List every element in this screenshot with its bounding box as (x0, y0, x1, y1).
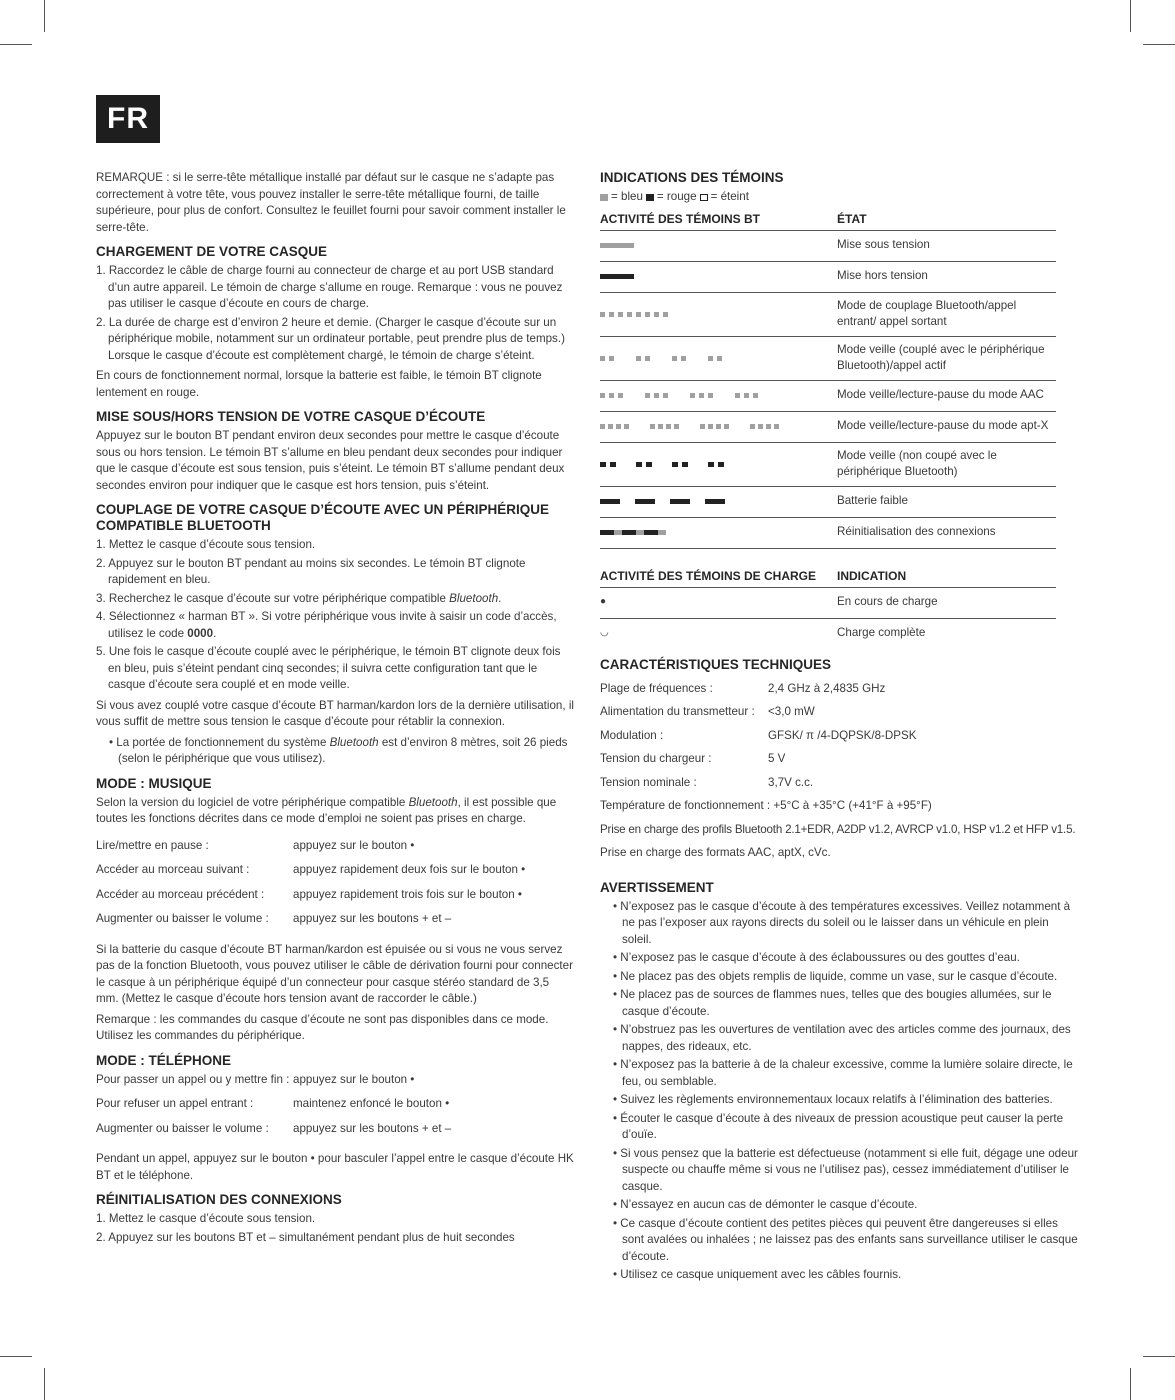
language-badge: FR (96, 95, 160, 143)
red-led-icon (644, 530, 658, 535)
charge-state: Charge complète (837, 626, 926, 640)
text-span: Bluetooth (449, 591, 499, 605)
list-item: • Si vous pensez que la batterie est défectueuse (notamment si elle fuit, dégage une odeur suspecte ou chauffe même si vous ne l’utilisez pas), cessez immédiatement d’utiliser le casque. (600, 1146, 1078, 1196)
red-led-icon (682, 462, 688, 467)
list-item: 2. Appuyez sur le bouton BT pendant au moins six secondes. Le témoin BT clignote rapidement en bleu. (96, 556, 526, 586)
spec-row (600, 728, 1078, 745)
red-led-icon (635, 499, 655, 504)
blue-led-icon (650, 424, 655, 429)
list-item (96, 609, 574, 642)
pattern-low-battery (600, 499, 837, 504)
list-item: • N’exposez pas le casque d’écoute à des températures excessives. Veillez notamment à ne pas l’exposer aux rayons directs du soleil ou le laisser dans un véhicule en plein soleil. (600, 899, 1078, 949)
right-column (600, 170, 1078, 1288)
list-item: 1. Raccordez le câble de charge fourni au connecteur de charge et au port USB standard d’un autre appareil. Le témoin de charge s’allume en rouge. Remarque : vous ne pouvez pas utiliser le casque d’écoute en cours de charge. (96, 264, 563, 310)
text-span: La portée de fonctionnement du système (116, 735, 330, 749)
text-span: , il est possible que toutes les fonctions décrites dans ce mode d’emploi ne soient pas prises en charge. (96, 795, 557, 825)
list-item: 1. Mettez le casque d’écoute sous tension. (96, 1212, 316, 1225)
blue-led-icon (766, 424, 771, 429)
text-span: . (213, 626, 217, 640)
list-item (96, 591, 574, 608)
blue-led-icon (614, 530, 622, 535)
phone-row (96, 1121, 574, 1138)
blue-led-icon (658, 530, 666, 535)
control-label: Lire/mettre en pause : (96, 838, 209, 852)
control-action: appuyez sur les boutons + et – (293, 912, 452, 925)
charge-led-col-indication: INDICATION (837, 567, 1056, 588)
spec-label: Tension nominale : (600, 775, 697, 789)
table-row (600, 517, 1056, 548)
charge-led-col-activity: ACTIVITÉ DES TÉMOINS DE CHARGE (600, 567, 837, 588)
list-item: 2. La durée de charge est d’environ 2 heure et demie. (Charger le casque d’écoute sur un périphérique mobile, notamment sur un ordinateur portable, peut prendre plus de temps.) Lorsque le casque d’écoute est complètement chargé, le témoin de charge s’éteint. (96, 315, 565, 362)
led-pattern (600, 261, 837, 292)
spec-label: Tension du chargeur : (600, 752, 712, 765)
list-item: • N’obstruez pas les ouvertures de ventilation avec des articles comme des journaux, des nappes, des rideaux, etc. (600, 1022, 1078, 1055)
blue-led-icon (774, 424, 779, 429)
bt-led-col-activity: ACTIVITÉ DES TÉMOINS BT (600, 210, 837, 231)
list-item: • Suivez les règlements environnementaux locaux relatifs à l’élimination des batteries. (600, 1092, 1078, 1109)
blue-led-icon (708, 393, 713, 398)
red-led-icon (610, 462, 616, 467)
phone-row (96, 1096, 574, 1113)
blue-led-icon (708, 424, 713, 429)
spec-label: Modulation : (600, 728, 664, 742)
crop-mark (1130, 0, 1131, 32)
list-item: • N’exposez pas le casque d’écoute à des éclaboussures ou des gouttes d’eau. (600, 950, 1078, 967)
led-pattern (600, 230, 837, 261)
spec-row (600, 704, 1078, 721)
blue-led-icon (618, 312, 623, 317)
red-led-icon (672, 462, 678, 467)
blue-led-icon (753, 393, 758, 398)
led-pattern (600, 336, 837, 380)
passcode: 0000 (187, 626, 214, 640)
table-row (600, 261, 1056, 292)
red-led-icon (600, 274, 634, 279)
text-span: Bluetooth (408, 795, 458, 809)
text-span: Bluetooth (329, 735, 379, 749)
control-action: appuyez sur le bouton • (293, 1072, 415, 1086)
crop-mark (44, 1368, 45, 1400)
red-led-icon (636, 462, 642, 467)
led-state: Mode veille (non coupé avec le périphérique Bluetooth) (837, 442, 1056, 486)
blue-led-icon (616, 424, 621, 429)
warning-heading: AVERTISSEMENT (600, 879, 714, 895)
power-heading: MISE SOUS/HORS TENSION DE VOTRE CASQUE D’ÉCOUTE (96, 409, 486, 424)
charge-state: En cours de charge (837, 587, 1056, 618)
reset-heading: RÉINITIALISATION DES CONNEXIONS (96, 1192, 342, 1207)
red-led-icon (705, 499, 725, 504)
spec-value: <3,0 mW (768, 705, 815, 718)
music-row (96, 887, 574, 904)
red-led-icon (600, 462, 606, 467)
table-row (600, 380, 1056, 411)
list-item (96, 735, 574, 768)
blue-led-icon (654, 393, 659, 398)
phone-note: Pendant un appel, appuyez sur le bouton • pour basculer l’appel entre le casque d’écoute HK BT et le téléphone. (96, 1152, 574, 1182)
table-row (600, 442, 1056, 486)
text-span: est d’environ 8 mètres, soit 26 pieds (selon le périphérique que vous utilisez). (118, 735, 568, 765)
off-square-icon (700, 194, 708, 201)
crop-mark (0, 1356, 32, 1357)
led-state: Mode de couplage Bluetooth/appel entrant/ appel sortant (837, 292, 1056, 336)
led-pattern (600, 442, 837, 486)
music-row (96, 838, 574, 855)
led-pattern (600, 486, 837, 517)
music-intro (96, 795, 574, 828)
blue-led-icon (609, 356, 614, 361)
blue-led-icon (744, 393, 749, 398)
pattern-aac (600, 393, 837, 398)
spec-label: Alimentation du transmetteur : (600, 705, 755, 718)
phone-heading: MODE : TÉLÉPHONE (96, 1052, 232, 1068)
legend-red: = rouge (656, 190, 697, 203)
list-item: • Ne placez pas des objets remplis de liquide, comme un vase, sur le casque d’écoute. (600, 969, 1078, 986)
spec-temperature: Température de fonctionnement : +5°C à +35°C (+41°F à +95°F) (600, 799, 932, 812)
led-pattern (600, 411, 837, 442)
pattern-power-off (600, 274, 837, 279)
spec-formats: Prise en charge des formats AAC, aptX, cVc. (600, 846, 831, 859)
blue-led-icon (627, 312, 632, 317)
blue-led-icon (666, 424, 671, 429)
list-item: • Utilisez ce casque uniquement avec les câbles fournis. (600, 1267, 1078, 1284)
blue-led-icon (624, 424, 629, 429)
control-label: Pour passer un appel ou y mettre fin : (96, 1072, 290, 1086)
blue-led-icon (663, 393, 668, 398)
red-led-icon (600, 499, 620, 504)
led-state: Réinitialisation des connexions (837, 517, 1056, 548)
charging-note: En cours de fonctionnement normal, lorsque la batterie est faible, le témoin BT clignote lentement en rouge. (96, 369, 542, 399)
pattern-aptx (600, 424, 837, 429)
blue-led-icon (618, 393, 623, 398)
blue-led-icon (609, 312, 614, 317)
blue-led-icon (716, 424, 721, 429)
pattern-standby-unpaired (600, 462, 837, 467)
blue-led-icon (717, 356, 722, 361)
table-row (600, 587, 1056, 618)
range-bullet (96, 735, 574, 768)
crop-mark (1143, 44, 1175, 45)
bt-led-col-state: ÉTAT (837, 210, 1056, 231)
power-text: Appuyez sur le bouton BT pendant environ deux secondes pour mettre le casque d’écoute sous ou hors tension. Le témoin BT s’allume en bleu pendant deux secondes pour indiquer que le casque d’écoute est sous tension, puis s’éteint. Le témoin BT s’allume pendant deux secondes environ pour indiquer que le casque est hors tension, puis s’éteint. (96, 429, 565, 492)
control-label: Augmenter ou baisser le volume : (96, 1121, 269, 1135)
blue-led-icon (600, 424, 605, 429)
text-span: 3. Recherchez le casque d’écoute sur votre périphérique compatible (96, 591, 450, 605)
control-label: Accéder au morceau précédent : (96, 887, 265, 901)
red-led-icon (622, 530, 636, 535)
pattern-power-on (600, 243, 837, 248)
specs-heading: CARACTÉRISTIQUES TECHNIQUES (600, 656, 832, 672)
control-action: appuyez rapidement deux fois sur le bouton • (293, 863, 526, 876)
blue-led-icon (645, 312, 650, 317)
indicators-heading: INDICATIONS DES TÉMOINS (600, 170, 784, 185)
legend-blue: = bleu (611, 190, 643, 203)
table-row (600, 618, 1056, 649)
table-row (600, 486, 1056, 517)
charged-icon: ◡ (600, 627, 609, 639)
led-legend (600, 189, 1078, 206)
control-action: appuyez sur le bouton • (293, 838, 415, 852)
control-action: maintenez enfoncé le bouton • (293, 1097, 450, 1110)
phone-row (96, 1072, 574, 1089)
left-column (96, 170, 574, 1250)
spec-value: GFSK/ π /4-DQPSK/8-DPSK (768, 728, 917, 742)
table-row (600, 230, 1056, 261)
blue-led-icon (681, 356, 686, 361)
blue-led-icon (600, 243, 634, 248)
pattern-pairing (600, 312, 837, 317)
blue-led-icon (658, 424, 663, 429)
legend-off: = éteint (710, 190, 749, 203)
blue-led-icon (750, 424, 755, 429)
blue-led-icon (636, 312, 641, 317)
pattern-reset (600, 530, 837, 535)
blue-led-icon (758, 424, 763, 429)
blue-led-icon (645, 356, 650, 361)
red-led-icon (600, 530, 614, 535)
spec-label: Plage de fréquences : (600, 681, 713, 695)
control-label: Augmenter ou baisser le volume : (96, 912, 269, 925)
blue-led-icon (609, 393, 614, 398)
table-row (600, 336, 1056, 380)
led-state: Mode veille/lecture-pause du mode apt-X (837, 411, 1056, 442)
red-led-icon (670, 499, 690, 504)
pairing-steps (96, 537, 574, 694)
led-state: Mise sous tension (837, 230, 1056, 261)
music-row (96, 862, 574, 879)
led-pattern (600, 380, 837, 411)
blue-led-icon (636, 530, 644, 535)
led-pattern (600, 292, 837, 336)
blue-led-icon (700, 424, 705, 429)
bt-led-table (600, 210, 1056, 549)
control-action: appuyez rapidement trois fois sur le bouton • (293, 887, 522, 901)
blue-led-icon (708, 356, 713, 361)
list-item: • Ne placez pas de sources de flammes nues, telles que des bougies allumées, sur le casque d’écoute. (600, 987, 1078, 1020)
blue-led-icon (636, 356, 641, 361)
blue-led-icon (690, 393, 695, 398)
spec-value: 5 V (768, 752, 786, 765)
reconnect-note: Si vous avez couplé votre casque d’écoute BT harman/kardon lors de la dernière utilisation, il vous suffit de mettre sous tension le casque d’écoute pour rétablir la connexion. (96, 698, 574, 728)
control-action: appuyez sur les boutons + et – (293, 1121, 452, 1135)
red-led-icon (646, 462, 652, 467)
text-span: 4. Sélectionnez « harman BT ». Si votre périphérique vous invite à saisir un code d’accès, utilisez le code (96, 610, 557, 640)
led-pattern (600, 517, 837, 548)
list-item: • N’exposez pas la batterie à de la chaleur excessive, comme la lumière solaire directe, le feu, ou semblable. (600, 1057, 1078, 1090)
led-state: Mise hors tension (837, 261, 1056, 292)
text-span: . (498, 591, 502, 605)
control-label: Pour refuser un appel entrant : (96, 1097, 254, 1110)
crop-mark (1143, 1356, 1175, 1357)
warning-list (600, 899, 1078, 1284)
crop-mark (44, 0, 45, 32)
music-row (96, 911, 574, 928)
music-heading: MODE : MUSIQUE (96, 775, 212, 791)
spec-row (600, 775, 1078, 792)
spec-row (600, 751, 1078, 768)
blue-led-icon (672, 356, 677, 361)
table-row (600, 411, 1056, 442)
blue-square-icon (600, 194, 608, 201)
blue-led-icon (699, 393, 704, 398)
pairing-heading: COUPLAGE DE VOTRE CASQUE D’ÉCOUTE AVEC UN PÉRIPHÉRIQUE COMPATIBLE BLUETOOTH (96, 502, 550, 533)
spec-row (600, 681, 1078, 698)
charging-steps (96, 263, 574, 364)
led-state: Mode veille/lecture-pause du mode AAC (837, 380, 1056, 411)
charge-led-table (600, 567, 1056, 649)
blue-led-icon (600, 356, 605, 361)
music-remark: Remarque : les commandes du casque d’écoute ne sont pas disponibles dans ce mode. Utilisez les commandes du périphérique. (96, 1012, 549, 1042)
blue-led-icon (735, 393, 740, 398)
spec-value: 2,4 GHz à 2,4835 GHz (768, 681, 886, 695)
pattern-standby-paired (600, 356, 837, 361)
list-item: • Ce casque d’écoute contient des petites pièces qui peuvent être dangereuses si elles sont avalées ou inhalées ; ne laissez pas des enfants sans surveillance utiliser le casque d’écoute. (600, 1216, 1078, 1266)
blue-led-icon (645, 393, 650, 398)
cable-note: Si la batterie du casque d’écoute BT harman/kardon est épuisée ou si vous ne vous servez pas de la fonction Bluetooth, vous pouvez utiliser le câble de dérivation fourni pour connecter le casque à un périphérique équipé d’un connecteur pour casque stéréo standard de 3,5 mm. (Mettez le casque d’écoute hors tension avant de raccorder le câble.) (96, 942, 573, 1005)
led-state: Batterie faible (837, 486, 1056, 517)
charging-icon: ● (600, 587, 837, 618)
red-led-icon (718, 462, 724, 467)
intro-remark: REMARQUE : si le serre-tête métallique installé par défaut sur le casque ne s’adapte pas correctement à votre tête, vous pouvez installer le serre-tête métallique fourni, de taille supérieure, pour plus de confort. Consultez le feuillet fourni pour savoir comment installer le serre-tête. (96, 171, 566, 234)
blue-led-icon (724, 424, 729, 429)
spec-value: 3,7V c.c. (768, 775, 814, 789)
red-led-icon (708, 462, 714, 467)
charging-heading: CHARGEMENT DE VOTRE CASQUE (96, 244, 328, 259)
blue-led-icon (600, 312, 605, 317)
list-item: 5. Une fois le casque d’écoute couplé avec le périphérique, le témoin BT clignote deux fois en bleu, puis s’éteint pendant cinq secondes; il suivra cette configuration tant que le casque d’écoute sera couplé et en mode veille. (96, 645, 561, 691)
blue-led-icon (654, 312, 659, 317)
control-label: Accéder au morceau suivant : (96, 863, 250, 876)
blue-led-icon (600, 393, 605, 398)
blue-led-icon (608, 424, 613, 429)
text-span: Selon la version du logiciel de votre périphérique compatible (96, 795, 409, 809)
crop-mark (0, 44, 32, 45)
red-square-icon (646, 194, 654, 201)
list-item: • N’essayez en aucun cas de démonter le casque d’écoute. (600, 1197, 1078, 1214)
list-item: 1. Mettez le casque d’écoute sous tension. (96, 538, 316, 551)
list-item: 2. Appuyez sur les boutons BT et – simultanément pendant plus de huit secondes (96, 1230, 515, 1244)
list-item: • Écouter le casque d’écoute à des niveaux de pression acoustique peut causer la perte d’ouïe. (600, 1111, 1078, 1144)
blue-led-icon (663, 312, 668, 317)
crop-mark (1130, 1368, 1131, 1400)
spec-profiles: Prise en charge des profils Bluetooth 2.1+EDR, A2DP v1.2, AVRCP v1.0, HSP v1.2 et HFP v1.5. (600, 822, 1076, 836)
blue-led-icon (674, 424, 679, 429)
led-state: Mode veille (couplé avec le périphérique Bluetooth)/appel actif (837, 336, 1056, 380)
table-row (600, 292, 1056, 336)
reset-steps (96, 1211, 574, 1246)
